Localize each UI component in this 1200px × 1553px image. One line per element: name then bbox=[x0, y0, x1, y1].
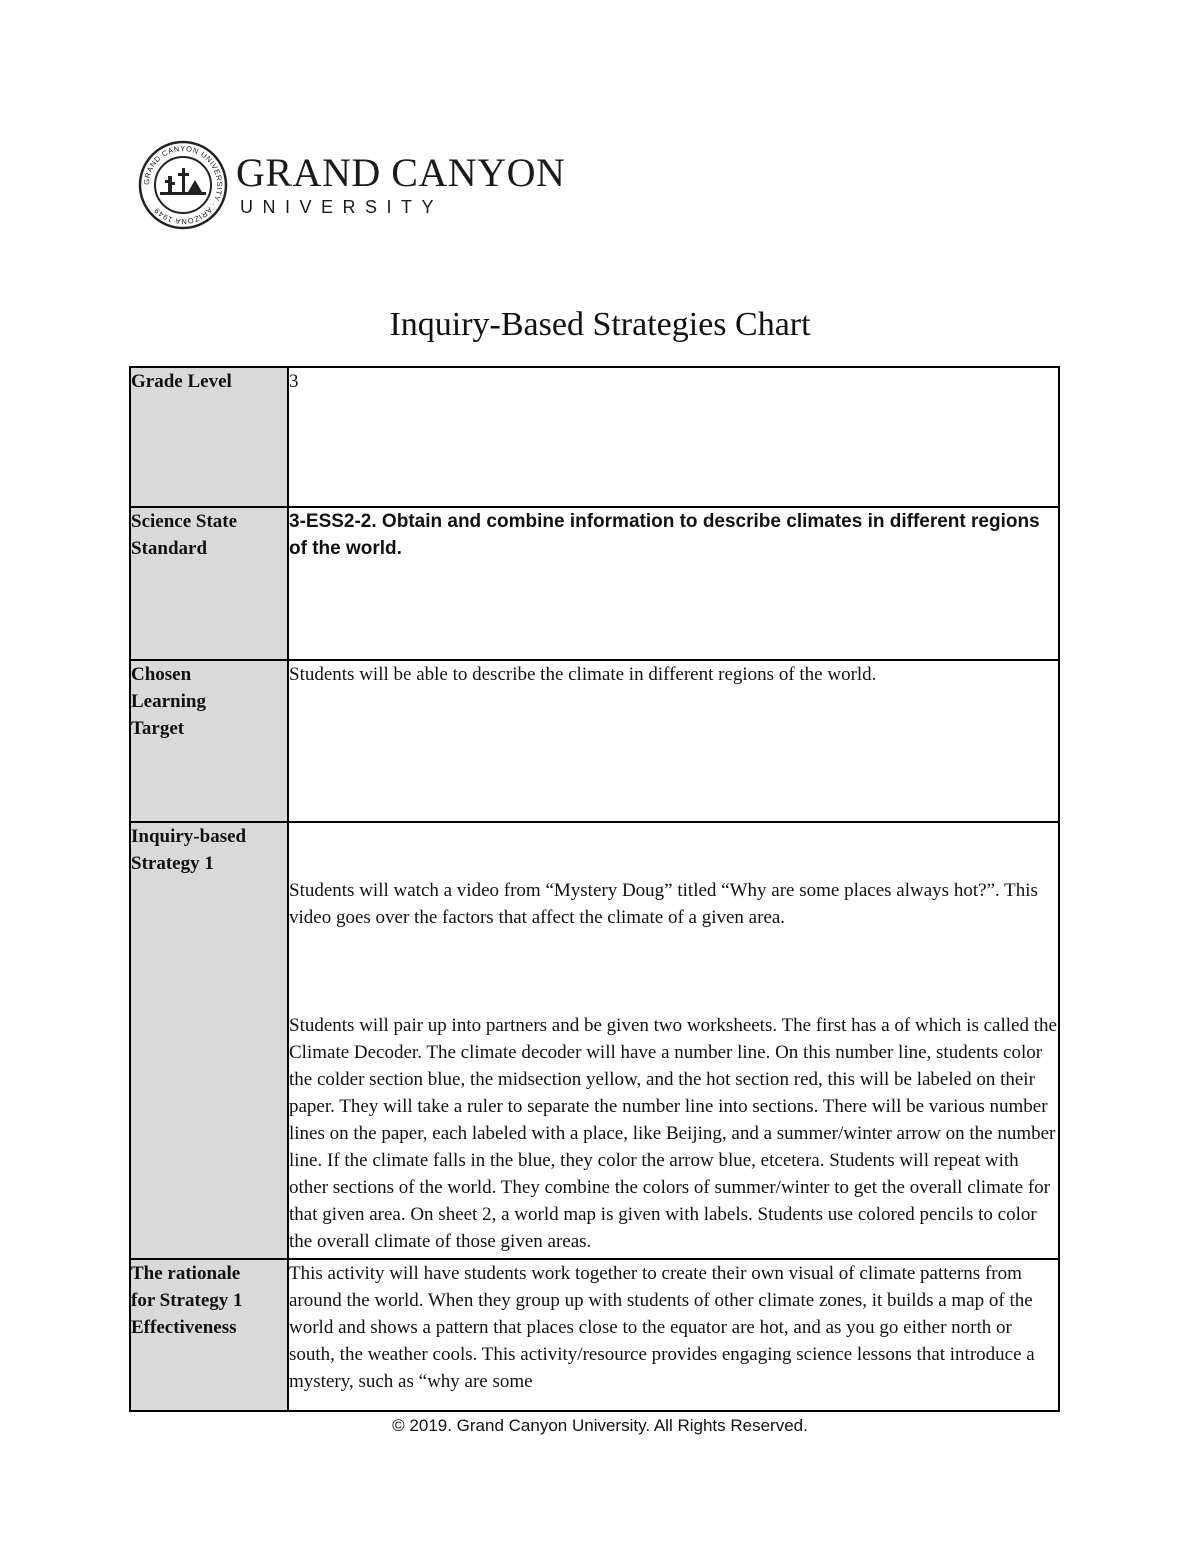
strategies-table bbox=[129, 366, 1060, 1412]
copyright-footer: © 2019. Grand Canyon University. All Rights Reserved. bbox=[392, 1416, 808, 1435]
grade-level-value: 3 bbox=[288, 367, 1059, 507]
strategy-1-row bbox=[130, 822, 1059, 1259]
strategy-1-label: Inquiry-based Strategy 1 bbox=[130, 822, 288, 1259]
svg-text:GRAND CANYON UNIVERSITY · ARIZ: GRAND CANYON UNIVERSITY · ARIZONA 1949 bbox=[141, 143, 225, 227]
university-seal-icon bbox=[138, 140, 228, 230]
logo-subname: UNIVERSITY bbox=[240, 196, 444, 217]
learning-target-row bbox=[130, 660, 1059, 822]
rationale-label: The rationale for Strategy 1 Effectiveness bbox=[130, 1259, 288, 1411]
standard-label: Science State Standard bbox=[130, 507, 288, 660]
rationale-value: This activity will have students work together to create their own visual of climate patterns from around the world. When they group up with students of other climate zones, it builds a map of the world and shows a pattern that places close to the equator are hot, and as you go either north or south, the weather cools. This activity/resource provides engaging science lessons that introduce a mystery, such as “why are some bbox=[288, 1259, 1059, 1411]
page-title: Inquiry-Based Strategies Chart bbox=[389, 306, 811, 343]
standard-value: 3-ESS2-2. Obtain and combine information to describe climates in different regions of the world. bbox=[288, 507, 1059, 660]
grade-level-label: Grade Level bbox=[130, 367, 288, 507]
grade-level-row bbox=[130, 367, 1059, 507]
strategy-1-paragraph-2: Students will pair up into partners and be given two worksheets. The first has a of which is called the Climate Decoder. The climate decoder will have a number line. On this number line, students color the colder section blue, the midsection yellow, and the hot section red, this will be labeled on their paper. They will take a ruler to separate the number line into sections. There will be various number lines on the paper, each labeled with a place, like Beijing, and a summer/winter arrow on the number line. If the climate falls in the blue, they color the arrow blue, etcetera. Students will repeat with other sections of the world. They combine the colors of summer/winter to get the overall climate for that given area. On sheet 2, a world map is given with labels. Students use colored pencils to color the overall climate of those given areas. bbox=[289, 1015, 1057, 1252]
gcu-logo bbox=[138, 140, 565, 230]
learning-target-value: Students will be able to describe the climate in different regions of the world. bbox=[288, 660, 1059, 822]
rationale-row bbox=[130, 1259, 1059, 1411]
strategy-1-paragraph-1: Students will watch a video from “Mystery Doug” titled “Why are some places always hot?”. This video goes over the factors that affect the climate of a given area. bbox=[289, 880, 1038, 928]
logo-name: GRAND CANYON bbox=[236, 149, 566, 195]
learning-target-label: Chosen Learning Target bbox=[130, 660, 288, 822]
strategy-1-value bbox=[288, 822, 1059, 1259]
standard-row bbox=[130, 507, 1059, 660]
